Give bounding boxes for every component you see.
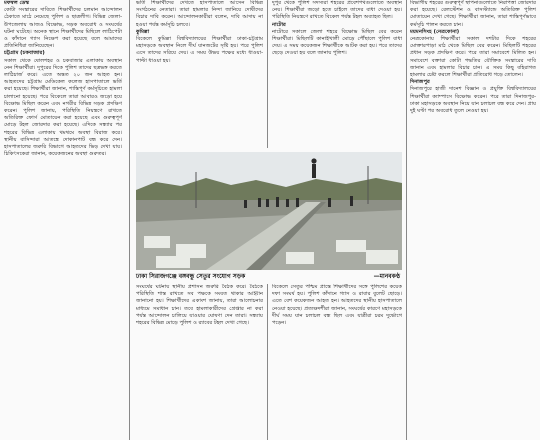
column-divider [267, 284, 268, 440]
column-1-body: সকাল থেকে ষোলশহর ও চকবাজার এলাকায় অবস্থান নেন শিক্ষার্থীরা। দুপুরের দিকে পুলিশ তাদের ছত্রভঙ্গ করতে লাঠিচার্জ করে। এতে অন্তত ২০ জন আহত হন। আহতদের চট্টগ্রাম মেডিকেল কলেজ হাসপাতালে ভর্তি করা হয়েছে। শিক্ষার্থীরা জানান, শান্তিপূর্ণ কর্মসূচিতে হামলা চালানো হয়েছে। পরে বিকেলে তারা আবারও জড়ো হয়ে বিক্ষোভ মিছিল করেন এবং নগরীর বিভিন্ন সড়ক প্রদক্ষিণ করেন। পুলিশ জানায়, পরিস্থিতি নিয়ন্ত্রণে রাখতে অতিরিক্ত ফোর্স মোতায়েন করা হয়েছে এবং গুরুত্বপূর্ণ মোড়ে টহল জোরদার করা হয়েছে। এদিকে সন্ধ্যার পর শহরের বিভিন্ন এলাকায় থমথমে অবস্থা বিরাজ করে। স্থানীয় বাসিন্দারা আতঙ্কে দোকানপাট বন্ধ করে দেন। হাসপাতালের জরুরি বিভাগে আহতদের ভিড় দেখা যায়। চিকিৎসকেরা জানান, কয়েকজনের অবস্থা গুরুতর। [4, 57, 122, 158]
column-divider [267, 0, 268, 148]
column-2-dateline-body: বিকেলে কুমিল্লা বিশ্ববিদ্যালয়ের শিক্ষার্থীরা ঢাকা-চট্টগ্রাম মহাসড়কে অবস্থান নিলে দীর্ঘ যানজটের সৃষ্টি হয়। পরে পুলিশ এসে তাদের সরিয়ে দেয়। এ সময় উভয় পক্ষের মধ্যে ধাওয়া-পাল্টা ধাওয়া হয়। [136, 36, 263, 64]
dateline-mymensingh: ময়মনসিংহ (নেত্রকোনা) [410, 28, 460, 35]
column-2-bottom [136, 284, 263, 440]
dateline-chattogram: চট্টগ্রাম (চকবাজার) [4, 50, 45, 57]
caption-text: ঢাকা সিরাজগঞ্জে বঙ্গবন্ধু সেতুর সংযোগ সড়ক [136, 273, 246, 280]
column-3-body: দুপুর থেকে পুলিশ সদস্যরা শহরের প্রবেশপথগুলোতে অবস্থান নেয়। শিক্ষার্থীরা জড়ো হতে চাইলে তাদের বাধা দেওয়া হয়। পরিস্থিতি নিয়ন্ত্রণে রাখতে বিকেল পর্যন্ত টহল অব্যাহত ছিল। [272, 0, 402, 21]
column-2-body: ভর্তি শিক্ষার্থীদের দেখতে হাসপাতালে আসেন বিভিন্ন সংগঠনের নেতারা। তারা হামলার নিন্দা জানিয়ে দোষীদের বিচার দাবি করেন। আন্দোলনকারীরা বলেন, দাবি আদায় না হওয়া পর্যন্ত কর্মসূচি চলবে। [136, 0, 263, 28]
column-2 [136, 0, 263, 148]
column-4-body: বিভাগীয় শহরের গুরুত্বপূর্ণ স্থাপনাগুলোতে নিরাপত্তা জোরদার করা হয়েছে। রেলস্টেশন ও বাসস্ট্যান্ডে অতিরিক্ত পুলিশ মোতায়েন দেখা গেছে। শিক্ষার্থীরা জানান, তারা শান্তিপূর্ণভাবে কর্মসূচি পালন করতে চান। [410, 0, 536, 28]
section-heading: মফস্বল ডেস্ক [4, 0, 30, 6]
column-3-bottom-body: বিকেলে সেতুর পশ্চিম প্রান্তে শিক্ষার্থীদের সঙ্গে পুলিশের কয়েক দফা সংঘর্ষ হয়। পুলিশ কাঁদানে গ্যাস ও রাবার বুলেট ছোড়ে। এতে বেশ কয়েকজন আহত হন। আহতদের স্থানীয় হাসপাতালে নেওয়া হয়েছে। প্রত্যক্ষদর্শীরা জানান, সংঘর্ষের কারণে মহাসড়কে দীর্ঘ সময় যান চলাচল বন্ধ ছিল এবং যাত্রীরা চরম দুর্ভোগে পড়েন। [272, 284, 402, 327]
dateline-natore: নাটোর [272, 21, 286, 28]
column-1-intro: কোটা সংস্কারের দাবিতে শিক্ষার্থীদের চলমান আন্দোলন ঠেকাতে মাঠে নেমেছে পুলিশ ও ছাত্রলীগ। বিভিন্ন জেলা-উপজেলায় আজও বিক্ষোভ, সড়ক অবরোধ ও সংঘর্ষের ঘটনা ঘটেছে। অনেক স্থানে শিক্ষার্থীদের মিছিলে লাঠিপেটা ও কাঁদানে গ্যাস নিক্ষেপ করা হয়েছে বলে আমাদের প্রতিনিধিরা জানিয়েছেন। [4, 7, 122, 50]
column-3 [272, 0, 402, 148]
dateline-dinajpur: দিনাজপুর [410, 79, 430, 86]
column-2-bottom-body: সংঘর্ষের ঘটনায় স্থানীয় প্রশাসন জরুরি বৈঠক করে। বৈঠকে পরিস্থিতি শান্ত রাখতে সব পক্ষকে সংযত থাকার আহ্বান জানানো হয়। শিক্ষার্থীদের একাংশ জানায়, তারা আলোচনার মাধ্যমে সমাধান চান। তবে হামলাকারীদের গ্রেপ্তার না করা পর্যন্ত আন্দোলন চালিয়ে যাওয়ার ঘোষণা দেন তারা। সন্ধ্যায় শহরের বিভিন্ন মোড়ে পুলিশ ও র‍্যাবের টহল দেখা গেছে। [136, 284, 263, 327]
column-3-dateline-body: নাটোরে সকালে জেলা শহরে বিক্ষোভ মিছিল বের করেন শিক্ষার্থীরা। মিছিলটি কানাইখালী মোড়ে পৌঁছালে পুলিশ বাধা দেয়। এ সময় কয়েকজন শিক্ষার্থীকে আটক করা হয়। পরে তাদের ছেড়ে দেওয়া হয় বলে জানায় পুলিশ। [272, 28, 402, 57]
column-divider [129, 0, 130, 440]
photo-caption [136, 272, 402, 282]
column-4-dateline-body: নেত্রকোনায় শিক্ষার্থীরা সকাল দশটার দিকে শহরের মোক্তারপাড়া মাঠ থেকে মিছিল বের করেন। মিছিলটি শহরের প্রধান সড়ক প্রদক্ষিণ করে। পরে তারা সমাবেশে মিলিত হন। সমাবেশে বক্তারা কোটা পদ্ধতির যৌক্তিক সংস্কারের দাবি জানান এবং হামলার বিচার চান। এ সময় কিছু বহিরাগত হামলার চেষ্টা করলে শিক্ষার্থীরা প্রতিরোধ গড়ে তোলেন। [410, 36, 536, 79]
column-4 [410, 0, 536, 440]
column-1 [4, 0, 122, 440]
column-3-bottom [272, 284, 402, 440]
column-divider [406, 0, 407, 440]
photo-credit: —মানবকণ্ঠ [373, 273, 400, 280]
news-photo [136, 152, 402, 270]
dateline-cumilla: কুমিল্লা [136, 28, 150, 35]
road-protest-photo [136, 152, 402, 270]
column-4-dateline2-body: দিনাজপুরে হাজী দানেশ বিজ্ঞান ও প্রযুক্তি বিশ্ববিদ্যালয়ের শিক্ষার্থীরা ক্যাম্পাসে বিক্ষোভ করেন। পরে তারা দিনাজপুর-ঢাকা মহাসড়কে অবস্থান নিয়ে যান চলাচল বন্ধ করে দেন। প্রায় দুই ঘণ্টা পর অবরোধ তুলে নেওয়া হয়। [410, 86, 536, 115]
